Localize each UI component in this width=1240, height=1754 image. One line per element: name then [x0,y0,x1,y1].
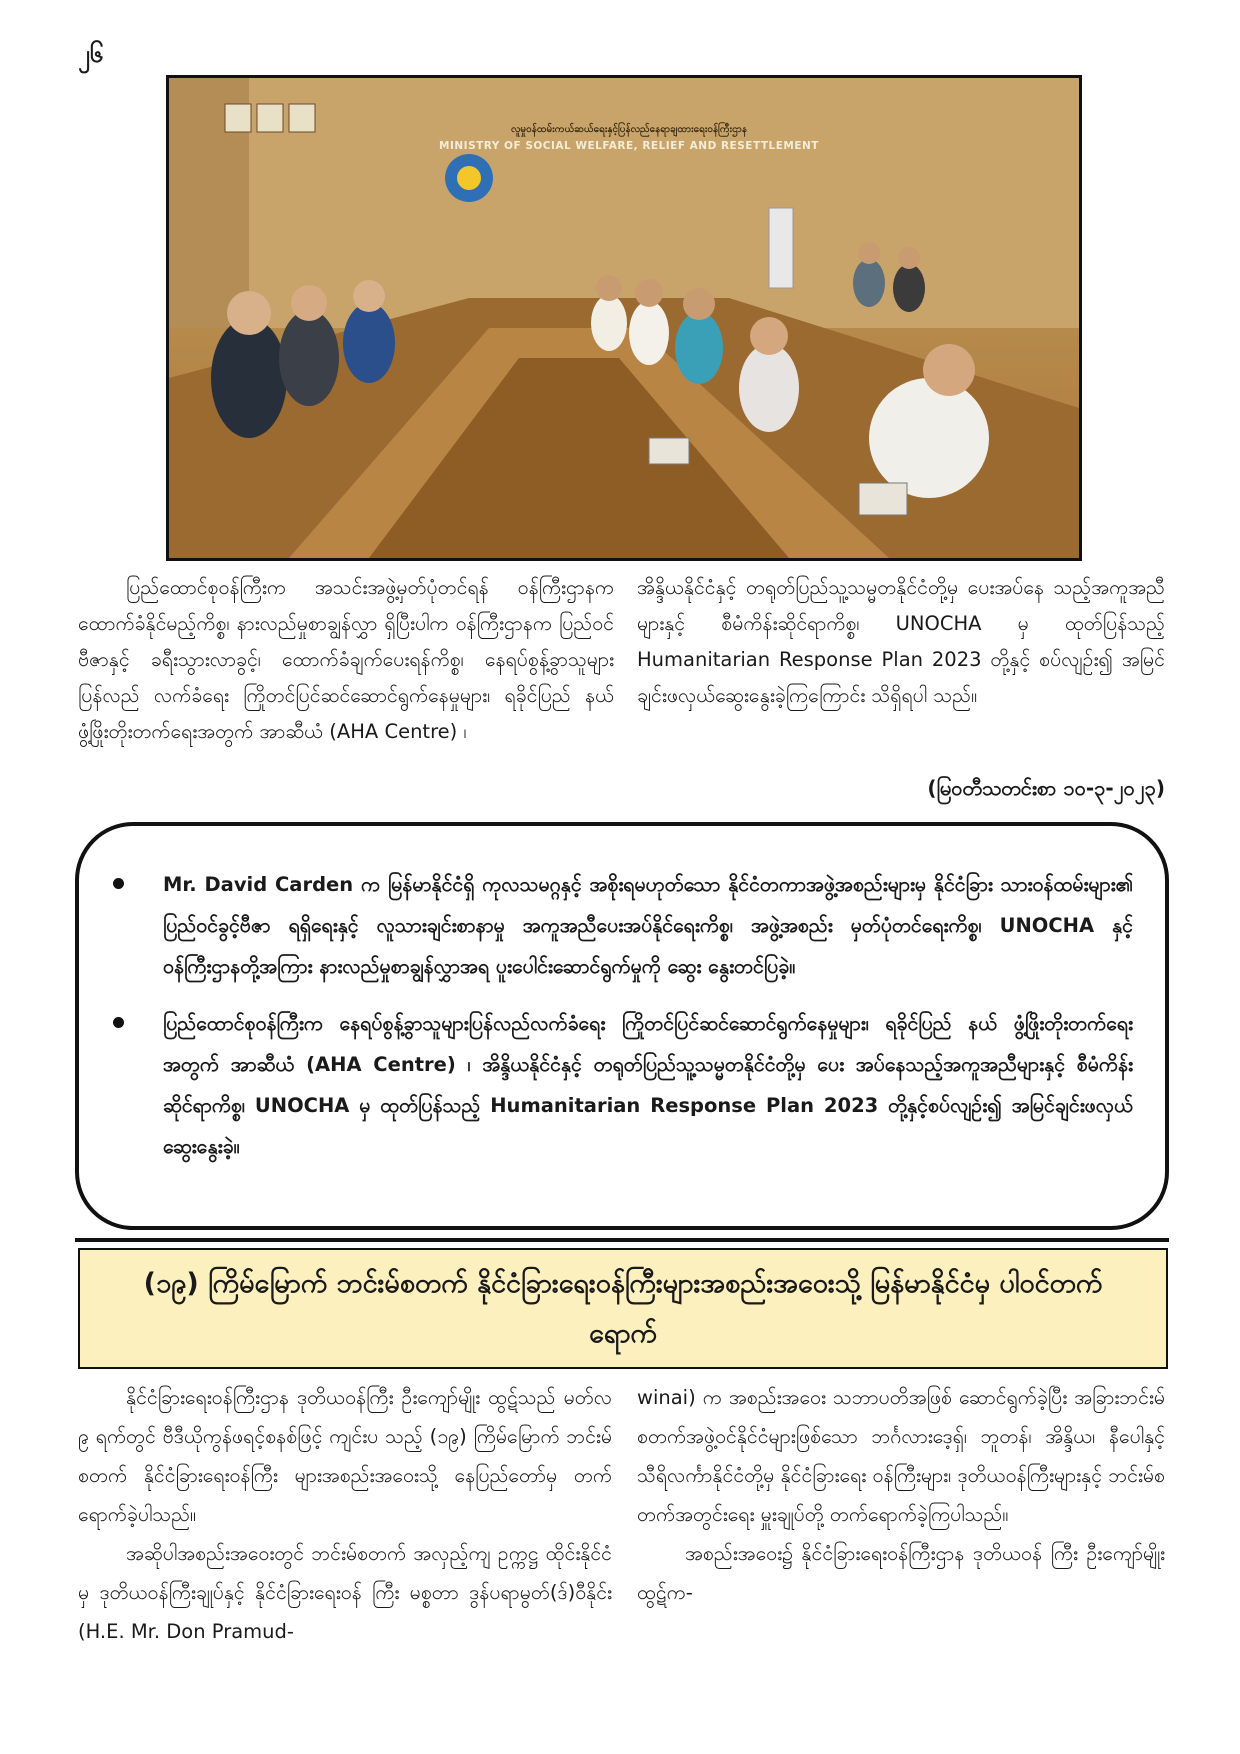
meeting-photo [166,75,1082,561]
article2-left-column [78,1378,612,1651]
summary-bullet: Mr. David Carden က မြန်မာနိုင်ငံရှိ ကုလသမဂ္ဂနှင့် အစိုးရမဟုတ်သော နိုင်ငံတကာအဖွဲ့အစည်းများမှ နိုင်ငံခြား သားဝန်ထမ်းများ၏ ပြည်ဝင်ခွင့်ဗီဇာ ရရှိရေးနှင့် လူသားချင်းစာနာမှု အကူအညီပေးအပ်နိုင်ရေးကိစ္စ၊ အဖွဲ့အစည်း မှတ်ပုံတင်ရေးကိစ္စ၊ UNOCHA နှင့် ဝန်ကြီးဌာနတို့အကြား နားလည်မှုစာချွန်လွှာအရ ပူးပေါင်းဆောင်ရွက်မှုကို ဆွေး နွေးတင်ပြခဲ့။ [131,864,1133,987]
wall-sign-english: MINISTRY OF SOCIAL WELFARE, RELIEF AND RESETTLEMENT [439,140,819,152]
article2-paragraph: အဆိုပါအစည်းအဝေးတွင် ဘင်းမ်စတက် အလှည့်ကျ ဥက္ကဋ္ဌ ထိုင်းနိုင်ငံမှ ဒုတိယဝန်ကြီးချုပ်နှင့် နိုင်ငံခြားရေးဝန် ကြီး မစ္စတာ ဒွန်ပရာမွတ်(ဒ်)ဝီနိုင်း (H.E. Mr. Don Pramud- [78,1542,612,1643]
summary-box [75,822,1169,1230]
article2-headline: (၁၉) ကြိမ်မြောက် ဘင်းမ်စတက် နိုင်ငံခြားရေးဝန်ကြီးများအစည်းအဝေးသို့ မြန်မာနိုင်ငံမှ ပါဝင်တက်ရောက် [78,1248,1168,1369]
summary-bullet: ပြည်ထောင်စုဝန်ကြီးက နေရပ်စွန့်ခွာသူများပြန်လည်လက်ခံရေး ကြိုတင်ပြင်ဆင်ဆောင်ရွက်နေမှုများ၊ ရခိုင်ပြည် နယ် ဖွံ့ဖြိုးတိုးတက်ရေးအတွက် အာဆီယံ (AHA Centre) ၊ အိန္ဒိယနိုင်ငံနှင့် တရုတ်ပြည်သူ့သမ္မတနိုင်ငံတို့မှ ပေး အပ်နေသည့်အကူအညီများနှင့် စီမံကိန်းဆိုင်ရာကိစ္စ၊ UNOCHA မှ ထုတ်ပြန်သည့် Humanitarian Response Plan 2023 တို့နှင့်စပ်လျဉ်း၍ အမြင်ချင်းဖလှယ်ဆွေးနွေးခဲ့။ [131,1003,1133,1167]
article2-paragraph: winai) က အစည်းအဝေး သဘာပတိအဖြစ် ဆောင်ရွက်ခဲ့ပြီး အခြားဘင်းမ်စတက်အဖွဲ့ဝင်နိုင်ငံများဖြစ်သော ဘင်္ဂလားဒေ့ရှ်၊ ဘူတန်၊ အိန္ဒိယ၊ နီပေါနှင့် သီရိလင်္ကာနိုင်ငံတို့မှ နိုင်ငံခြားရေး ဝန်ကြီးများ၊ ဒုတိယဝန်ကြီးများနှင့် ဘင်းမ်စတက်အတွင်းရေး မှူးချုပ်တို့ တက်ရောက်ခဲ့ကြပါသည်။ [637,1386,1165,1526]
article1-paragraph: ပြည်ထောင်စုဝန်ကြီးက အသင်းအဖွဲ့မှတ်ပုံတင်ရန် ဝန်ကြီးဌာနက ထောက်ခံနိုင်မည့်ကိစ္စ၊ နားလည်မှုစာချွန်လွှာ ရှိပြီးပါက ဝန်ကြီးဌာနက ပြည်ဝင်ဗီဇာနှင့် ခရီးသွားလာခွင့်၊ ထောက်ခံချက်ပေးရန်ကိစ္စ၊ နေရပ်စွန့်ခွာသူများ ပြန်လည် လက်ခံရေး ကြိုတင်ပြင်ဆင်ဆောင်ရွက်နေမှုများ၊ ရခိုင်ပြည် နယ် ဖွံ့ဖြိုးတိုးတက်ရေးအတွက် အာဆီယံ (AHA Centre) ၊ [78,576,614,743]
summary-list [131,864,1133,1167]
article2-paragraph: အစည်းအဝေး၌ နိုင်ငံခြားရေးဝန်ကြီးဌာန ဒုတိယဝန် ကြီး ဦးကျော်မျိုးထွဋ်က- [637,1542,1165,1604]
article1-right-column [637,570,1165,714]
article1-left-column [78,570,614,750]
wall-sign-myanmar: လူမှုဝန်ထမ်းကယ်ဆယ်ရေးနှင့်ပြန်လည်နေရာချထားရေးဝန်ကြီးဌာန [510,124,747,135]
article1-paragraph: အိန္ဒိယနိုင်ငံနှင့် တရုတ်ပြည်သူ့သမ္မတနိုင်ငံတို့မှ ပေးအပ်နေ သည့်အကူအညီများနှင့် စီမံကိန်းဆိုင်ရာကိစ္စ၊ UNOCHA မှ ထုတ်ပြန်သည့် Humanitarian Response Plan 2023 တို့နှင့် စပ်လျဉ်း၍ အမြင်ချင်းဖလှယ်ဆွေးနွေးခဲ့ကြကြောင်း သိရှိရပါ သည်။ [637,576,1165,707]
article1-source: (မြဝတီသတင်းစာ ၁၀-၃-၂၀၂၃) [927,776,1165,800]
section-divider [75,1238,1169,1242]
article2-right-column [637,1378,1165,1612]
article2-paragraph: နိုင်ငံခြားရေးဝန်ကြီးဌာန ဒုတိယဝန်ကြီး ဦးကျော်မျိုး ထွဋ်သည် မတ်လ ၉ ရက်တွင် ဗီဒီယိုကွန်ဖရင့်စနစ်ဖြင့် ကျင်းပ သည့် (၁၉) ကြိမ်မြောက် ဘင်းမ်စတက် နိုင်ငံခြားရေးဝန်ကြီး များအစည်းအဝေးသို့ နေပြည်တော်မှ တက်ရောက်ခဲ့ပါသည်။ [78,1386,612,1526]
page-number: ၂၆ [78,40,104,68]
